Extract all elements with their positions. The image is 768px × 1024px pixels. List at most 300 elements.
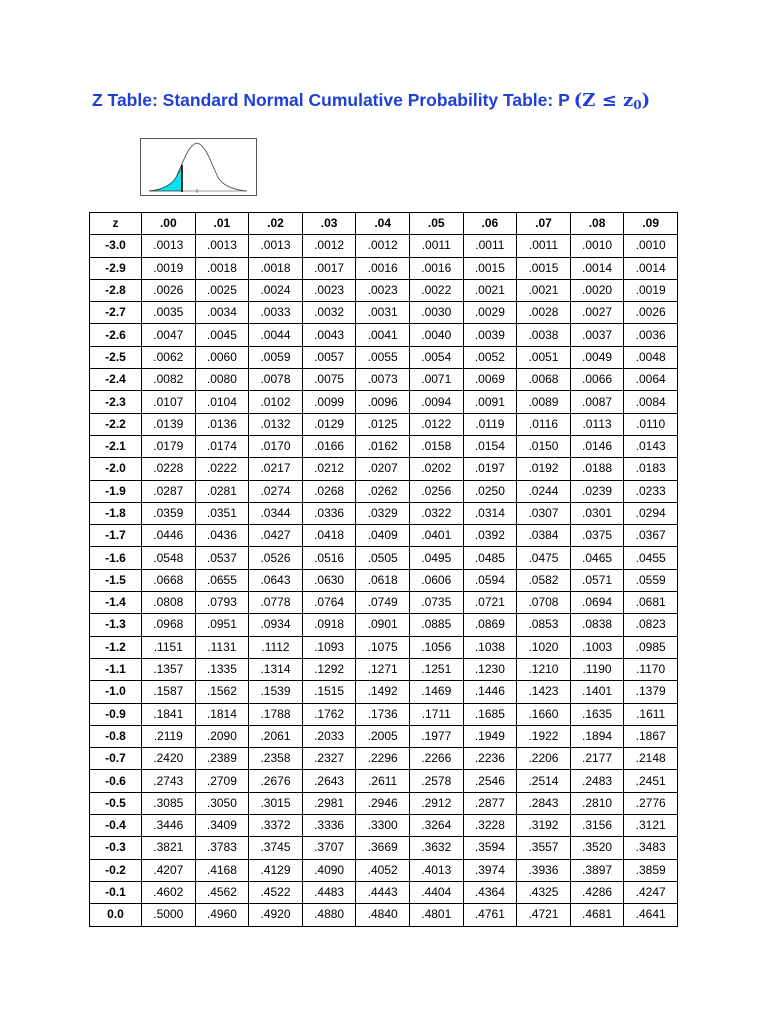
- table-row: [90, 235, 678, 257]
- probability-cell: .3409: [195, 815, 249, 837]
- probability-cell: .0436: [195, 525, 249, 547]
- probability-cell: .0228: [142, 458, 196, 480]
- probability-cell: .0030: [409, 302, 463, 324]
- probability-cell: .0294: [624, 502, 678, 524]
- probability-cell: .0034: [195, 302, 249, 324]
- probability-cell: .0091: [463, 391, 517, 413]
- probability-cell: .1335: [195, 658, 249, 680]
- probability-cell: .0011: [463, 235, 517, 257]
- probability-cell: .3336: [302, 815, 356, 837]
- probability-cell: .2843: [517, 792, 571, 814]
- probability-cell: .0021: [463, 279, 517, 301]
- probability-cell: .0708: [517, 592, 571, 614]
- z-value-cell: -1.7: [90, 525, 142, 547]
- probability-cell: .0012: [302, 235, 356, 257]
- probability-cell: .0244: [517, 480, 571, 502]
- probability-cell: .0099: [302, 391, 356, 413]
- probability-cell: .0869: [463, 614, 517, 636]
- probability-cell: .2148: [624, 748, 678, 770]
- probability-cell: .3897: [570, 859, 624, 881]
- table-row: [90, 859, 678, 881]
- probability-cell: .1446: [463, 681, 517, 703]
- probability-cell: .4325: [517, 881, 571, 903]
- probability-cell: .0019: [624, 279, 678, 301]
- header-col: .08: [570, 213, 624, 235]
- header-row: [90, 213, 678, 235]
- z-value-cell: -1.8: [90, 502, 142, 524]
- probability-cell: .0014: [624, 257, 678, 279]
- probability-cell: .3859: [624, 859, 678, 881]
- probability-cell: .0054: [409, 346, 463, 368]
- probability-cell: .1788: [249, 703, 303, 725]
- probability-cell: .0170: [249, 435, 303, 457]
- probability-cell: .0256: [409, 480, 463, 502]
- probability-cell: .3192: [517, 815, 571, 837]
- probability-cell: .0020: [570, 279, 624, 301]
- table-row: [90, 302, 678, 324]
- probability-cell: .1003: [570, 636, 624, 658]
- probability-cell: .4960: [195, 904, 249, 926]
- probability-cell: .0188: [570, 458, 624, 480]
- table-row: [90, 658, 678, 680]
- probability-cell: .0901: [356, 614, 410, 636]
- probability-cell: .0681: [624, 592, 678, 614]
- z-value-cell: -2.5: [90, 346, 142, 368]
- probability-cell: .2912: [409, 792, 463, 814]
- z-value-cell: -2.6: [90, 324, 142, 346]
- probability-cell: .4562: [195, 881, 249, 903]
- z-value-cell: -1.3: [90, 614, 142, 636]
- probability-cell: .2358: [249, 748, 303, 770]
- table-row: [90, 435, 678, 457]
- probability-cell: .0087: [570, 391, 624, 413]
- probability-cell: .1635: [570, 703, 624, 725]
- z-value-cell: 0.0: [90, 904, 142, 926]
- table-row: [90, 458, 678, 480]
- probability-cell: .0192: [517, 458, 571, 480]
- probability-cell: .1314: [249, 658, 303, 680]
- probability-cell: .2546: [463, 770, 517, 792]
- probability-cell: .1230: [463, 658, 517, 680]
- z-value-cell: -0.1: [90, 881, 142, 903]
- table-body: [90, 235, 678, 926]
- probability-cell: .4761: [463, 904, 517, 926]
- probability-cell: .4920: [249, 904, 303, 926]
- page-title: [92, 90, 650, 118]
- probability-cell: .4090: [302, 859, 356, 881]
- probability-cell: .0606: [409, 569, 463, 591]
- table-row: [90, 614, 678, 636]
- probability-cell: .1762: [302, 703, 356, 725]
- probability-cell: .4247: [624, 881, 678, 903]
- probability-cell: .0314: [463, 502, 517, 524]
- probability-cell: .0082: [142, 369, 196, 391]
- probability-cell: .0011: [517, 235, 571, 257]
- probability-cell: .4013: [409, 859, 463, 881]
- probability-cell: .2177: [570, 748, 624, 770]
- z-value-cell: -3.0: [90, 235, 142, 257]
- probability-cell: .0026: [142, 279, 196, 301]
- probability-cell: .1131: [195, 636, 249, 658]
- probability-cell: .0044: [249, 324, 303, 346]
- header-col: .04: [356, 213, 410, 235]
- probability-cell: .2327: [302, 748, 356, 770]
- table-row: [90, 525, 678, 547]
- probability-cell: .0571: [570, 569, 624, 591]
- probability-cell: .1292: [302, 658, 356, 680]
- probability-cell: .0084: [624, 391, 678, 413]
- table-row: [90, 748, 678, 770]
- probability-cell: .0222: [195, 458, 249, 480]
- probability-cell: .0041: [356, 324, 410, 346]
- table-row: [90, 881, 678, 903]
- table-row: [90, 480, 678, 502]
- probability-cell: .3594: [463, 837, 517, 859]
- probability-cell: .1170: [624, 658, 678, 680]
- probability-cell: .0559: [624, 569, 678, 591]
- probability-cell: .1814: [195, 703, 249, 725]
- probability-cell: .0749: [356, 592, 410, 614]
- header-col: .06: [463, 213, 517, 235]
- probability-cell: .0409: [356, 525, 410, 547]
- probability-cell: .0119: [463, 413, 517, 435]
- probability-cell: .3974: [463, 859, 517, 881]
- probability-cell: .2709: [195, 770, 249, 792]
- z-value-cell: -2.8: [90, 279, 142, 301]
- probability-cell: .0113: [570, 413, 624, 435]
- formula-open: (Z ≤ z: [573, 90, 634, 111]
- probability-cell: .0017: [302, 257, 356, 279]
- probability-cell: .3015: [249, 792, 303, 814]
- table-row: [90, 257, 678, 279]
- probability-cell: .0418: [302, 525, 356, 547]
- probability-cell: .0031: [356, 302, 410, 324]
- probability-cell: .0014: [570, 257, 624, 279]
- probability-cell: .0024: [249, 279, 303, 301]
- probability-cell: .1112: [249, 636, 303, 658]
- probability-cell: .1469: [409, 681, 463, 703]
- table-row: [90, 324, 678, 346]
- probability-cell: .4404: [409, 881, 463, 903]
- z-value-cell: -0.3: [90, 837, 142, 859]
- table-row: [90, 681, 678, 703]
- probability-cell: .0073: [356, 369, 410, 391]
- probability-cell: .2643: [302, 770, 356, 792]
- z-value-cell: -0.6: [90, 770, 142, 792]
- probability-cell: .0022: [409, 279, 463, 301]
- probability-cell: .3821: [142, 837, 196, 859]
- probability-cell: .1038: [463, 636, 517, 658]
- probability-cell: .0013: [195, 235, 249, 257]
- probability-cell: .4168: [195, 859, 249, 881]
- probability-cell: .0107: [142, 391, 196, 413]
- probability-cell: .3936: [517, 859, 571, 881]
- probability-cell: .0793: [195, 592, 249, 614]
- probability-cell: .0116: [517, 413, 571, 435]
- probability-cell: .4641: [624, 904, 678, 926]
- probability-cell: .0764: [302, 592, 356, 614]
- probability-cell: .0023: [302, 279, 356, 301]
- probability-cell: .0838: [570, 614, 624, 636]
- probability-cell: .0062: [142, 346, 196, 368]
- probability-cell: .1867: [624, 725, 678, 747]
- probability-cell: .0359: [142, 502, 196, 524]
- probability-cell: .0174: [195, 435, 249, 457]
- probability-cell: .0392: [463, 525, 517, 547]
- probability-cell: .0934: [249, 614, 303, 636]
- probability-cell: .0287: [142, 480, 196, 502]
- probability-cell: .1056: [409, 636, 463, 658]
- probability-cell: .0207: [356, 458, 410, 480]
- probability-cell: .0166: [302, 435, 356, 457]
- probability-cell: .0016: [356, 257, 410, 279]
- table-row: [90, 391, 678, 413]
- probability-cell: .2514: [517, 770, 571, 792]
- probability-cell: .0268: [302, 480, 356, 502]
- probability-cell: .0322: [409, 502, 463, 524]
- probability-cell: .3228: [463, 815, 517, 837]
- table-row: [90, 369, 678, 391]
- z-value-cell: -2.3: [90, 391, 142, 413]
- probability-cell: .4286: [570, 881, 624, 903]
- probability-cell: .3446: [142, 815, 196, 837]
- probability-cell: .2005: [356, 725, 410, 747]
- probability-cell: .0035: [142, 302, 196, 324]
- probability-cell: .4880: [302, 904, 356, 926]
- probability-cell: .0027: [570, 302, 624, 324]
- probability-cell: .0778: [249, 592, 303, 614]
- probability-cell: .2877: [463, 792, 517, 814]
- probability-cell: .0011: [409, 235, 463, 257]
- probability-cell: .0274: [249, 480, 303, 502]
- probability-cell: .0078: [249, 369, 303, 391]
- probability-cell: .1093: [302, 636, 356, 658]
- table-row: [90, 904, 678, 926]
- probability-cell: .0968: [142, 614, 196, 636]
- table-row: [90, 279, 678, 301]
- z-value-cell: -0.8: [90, 725, 142, 747]
- probability-cell: .0049: [570, 346, 624, 368]
- probability-cell: .0307: [517, 502, 571, 524]
- probability-cell: .0853: [517, 614, 571, 636]
- z-value-cell: -0.9: [90, 703, 142, 725]
- probability-cell: .2810: [570, 792, 624, 814]
- probability-cell: .0029: [463, 302, 517, 324]
- probability-cell: .0212: [302, 458, 356, 480]
- probability-cell: .0179: [142, 435, 196, 457]
- probability-cell: .2061: [249, 725, 303, 747]
- probability-cell: .1379: [624, 681, 678, 703]
- probability-cell: .0136: [195, 413, 249, 435]
- probability-cell: .0336: [302, 502, 356, 524]
- header-z: z: [90, 213, 142, 235]
- probability-cell: .2451: [624, 770, 678, 792]
- probability-cell: .2296: [356, 748, 410, 770]
- probability-cell: .0045: [195, 324, 249, 346]
- probability-cell: .1251: [409, 658, 463, 680]
- probability-cell: .3669: [356, 837, 410, 859]
- probability-cell: .4443: [356, 881, 410, 903]
- z-value-cell: -0.2: [90, 859, 142, 881]
- shaded-area: [149, 167, 182, 191]
- probability-cell: .0427: [249, 525, 303, 547]
- probability-cell: .0643: [249, 569, 303, 591]
- header-col: .09: [624, 213, 678, 235]
- table-row: [90, 413, 678, 435]
- probability-cell: .0823: [624, 614, 678, 636]
- probability-cell: .0104: [195, 391, 249, 413]
- probability-cell: .2578: [409, 770, 463, 792]
- probability-cell: .0055: [356, 346, 410, 368]
- table-row: [90, 636, 678, 658]
- probability-cell: .3707: [302, 837, 356, 859]
- probability-cell: .0037: [570, 324, 624, 346]
- probability-cell: .1151: [142, 636, 196, 658]
- probability-cell: .3085: [142, 792, 196, 814]
- probability-cell: .0036: [624, 324, 678, 346]
- z-value-cell: -2.1: [90, 435, 142, 457]
- table-row: [90, 837, 678, 859]
- title-text: Z Table: Standard Normal Cumulative Probability Table: P: [92, 90, 570, 110]
- probability-cell: .0015: [463, 257, 517, 279]
- probability-cell: .4129: [249, 859, 303, 881]
- probability-cell: .0019: [142, 257, 196, 279]
- header-col: .03: [302, 213, 356, 235]
- probability-cell: .0033: [249, 302, 303, 324]
- probability-cell: .4483: [302, 881, 356, 903]
- probability-cell: .0047: [142, 324, 196, 346]
- probability-cell: .0455: [624, 547, 678, 569]
- probability-cell: .2611: [356, 770, 410, 792]
- formula-close: ): [641, 90, 651, 111]
- probability-cell: .4522: [249, 881, 303, 903]
- z-value-cell: -1.6: [90, 547, 142, 569]
- probability-cell: .0885: [409, 614, 463, 636]
- probability-cell: .1357: [142, 658, 196, 680]
- probability-cell: .0021: [517, 279, 571, 301]
- probability-cell: .0655: [195, 569, 249, 591]
- probability-cell: .0526: [249, 547, 303, 569]
- probability-cell: .0721: [463, 592, 517, 614]
- probability-cell: .0329: [356, 502, 410, 524]
- header-col: .07: [517, 213, 571, 235]
- probability-cell: .1190: [570, 658, 624, 680]
- probability-cell: .1949: [463, 725, 517, 747]
- z-value-cell: -1.5: [90, 569, 142, 591]
- probability-cell: .0202: [409, 458, 463, 480]
- probability-cell: .0048: [624, 346, 678, 368]
- probability-cell: .0013: [249, 235, 303, 257]
- table-row: [90, 815, 678, 837]
- probability-cell: .0505: [356, 547, 410, 569]
- probability-cell: .5000: [142, 904, 196, 926]
- probability-cell: .2389: [195, 748, 249, 770]
- probability-cell: .1587: [142, 681, 196, 703]
- normal-curve-figure: [140, 138, 257, 196]
- probability-cell: .2119: [142, 725, 196, 747]
- probability-cell: .0122: [409, 413, 463, 435]
- probability-cell: .0069: [463, 369, 517, 391]
- probability-cell: .3557: [517, 837, 571, 859]
- probability-cell: .4364: [463, 881, 517, 903]
- probability-cell: .1210: [517, 658, 571, 680]
- probability-cell: .0582: [517, 569, 571, 591]
- formula-subscript: 0: [633, 98, 642, 112]
- probability-cell: .1562: [195, 681, 249, 703]
- probability-cell: .1977: [409, 725, 463, 747]
- probability-cell: .1711: [409, 703, 463, 725]
- probability-cell: .3121: [624, 815, 678, 837]
- probability-cell: .0032: [302, 302, 356, 324]
- probability-cell: .4681: [570, 904, 624, 926]
- probability-cell: .0102: [249, 391, 303, 413]
- probability-cell: .0075: [302, 369, 356, 391]
- probability-cell: .0217: [249, 458, 303, 480]
- probability-cell: .2033: [302, 725, 356, 747]
- probability-cell: .0485: [463, 547, 517, 569]
- probability-cell: .0110: [624, 413, 678, 435]
- probability-cell: .0066: [570, 369, 624, 391]
- probability-cell: .4207: [142, 859, 196, 881]
- probability-cell: .0162: [356, 435, 410, 457]
- probability-cell: .0013: [142, 235, 196, 257]
- z-value-cell: -2.9: [90, 257, 142, 279]
- table-row: [90, 725, 678, 747]
- probability-cell: .1075: [356, 636, 410, 658]
- z-value-cell: -1.9: [90, 480, 142, 502]
- probability-cell: .1685: [463, 703, 517, 725]
- probability-cell: .2266: [409, 748, 463, 770]
- z-value-cell: -0.7: [90, 748, 142, 770]
- table-row: [90, 547, 678, 569]
- table-row: [90, 569, 678, 591]
- probability-cell: .0516: [302, 547, 356, 569]
- probability-cell: .3632: [409, 837, 463, 859]
- probability-cell: .2483: [570, 770, 624, 792]
- probability-cell: .4721: [517, 904, 571, 926]
- probability-cell: .0918: [302, 614, 356, 636]
- z-value-cell: -0.5: [90, 792, 142, 814]
- probability-cell: .4840: [356, 904, 410, 926]
- probability-cell: .0068: [517, 369, 571, 391]
- probability-cell: .4052: [356, 859, 410, 881]
- probability-cell: .0143: [624, 435, 678, 457]
- probability-cell: .0094: [409, 391, 463, 413]
- z-value-cell: -1.2: [90, 636, 142, 658]
- probability-cell: .0465: [570, 547, 624, 569]
- header-col: .02: [249, 213, 303, 235]
- probability-cell: .0154: [463, 435, 517, 457]
- probability-cell: .0262: [356, 480, 410, 502]
- probability-cell: .1492: [356, 681, 410, 703]
- probability-cell: .3745: [249, 837, 303, 859]
- probability-cell: .0051: [517, 346, 571, 368]
- probability-cell: .0129: [302, 413, 356, 435]
- probability-cell: .1401: [570, 681, 624, 703]
- probability-cell: .3300: [356, 815, 410, 837]
- probability-cell: .0096: [356, 391, 410, 413]
- z-value-cell: -2.4: [90, 369, 142, 391]
- table-row: [90, 346, 678, 368]
- z-value-cell: -1.1: [90, 658, 142, 680]
- probability-cell: .1894: [570, 725, 624, 747]
- probability-cell: .1271: [356, 658, 410, 680]
- probability-cell: .1736: [356, 703, 410, 725]
- probability-cell: .0618: [356, 569, 410, 591]
- probability-cell: .4602: [142, 881, 196, 903]
- probability-cell: .0250: [463, 480, 517, 502]
- probability-cell: .0023: [356, 279, 410, 301]
